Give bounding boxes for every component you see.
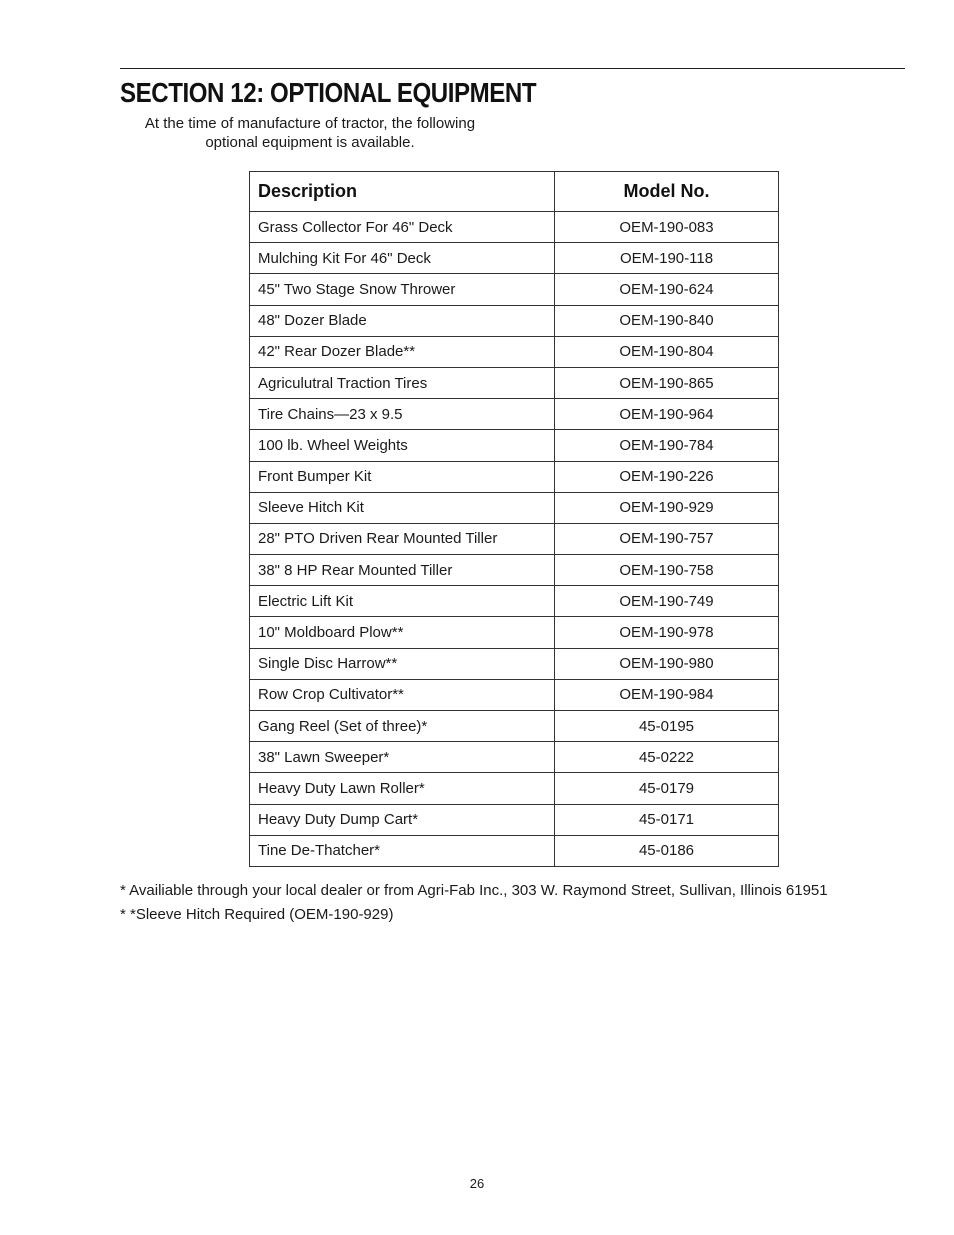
table-row <box>250 555 779 586</box>
cell-model-number: OEM-190-929 <box>555 492 779 523</box>
cell-description: 48" Dozer Blade <box>250 305 555 336</box>
cell-description: Agriculutral Traction Tires <box>250 367 555 398</box>
table-row <box>250 274 779 305</box>
table-row <box>250 586 779 617</box>
cell-description: Front Bumper Kit <box>250 461 555 492</box>
cell-model-number: OEM-190-840 <box>555 305 779 336</box>
cell-description: 10" Moldboard Plow** <box>250 617 555 648</box>
page-number: 26 <box>469 1176 485 1191</box>
cell-model-number: OEM-190-749 <box>555 586 779 617</box>
table-row <box>250 679 779 710</box>
intro-line-2: optional equipment is available. <box>205 134 415 151</box>
table-row <box>250 742 779 773</box>
cell-description: Gang Reel (Set of three)* <box>250 711 555 742</box>
table-row <box>250 492 779 523</box>
cell-description: Heavy Duty Dump Cart* <box>250 804 555 835</box>
table-row <box>250 243 779 274</box>
cell-description: Row Crop Cultivator** <box>250 679 555 710</box>
table-row <box>250 399 779 430</box>
table-row <box>250 523 779 554</box>
footnotes <box>120 879 828 926</box>
optional-equipment-table <box>249 171 779 867</box>
cell-model-number: OEM-190-804 <box>555 336 779 367</box>
cell-description: Mulching Kit For 46" Deck <box>250 243 555 274</box>
cell-model-number: OEM-190-865 <box>555 367 779 398</box>
cell-description: 38" 8 HP Rear Mounted Tiller <box>250 555 555 586</box>
footnote-sleeve-hitch: * *Sleeve Hitch Required (OEM-190-929) <box>120 905 394 923</box>
cell-description: Electric Lift Kit <box>250 586 555 617</box>
table-row <box>250 835 779 866</box>
table-row <box>250 461 779 492</box>
cell-description: Single Disc Harrow** <box>250 648 555 679</box>
table-row <box>250 336 779 367</box>
cell-description: Heavy Duty Lawn Roller* <box>250 773 555 804</box>
cell-model-number: OEM-190-758 <box>555 555 779 586</box>
cell-model-number: 45-0195 <box>555 711 779 742</box>
table-row <box>250 773 779 804</box>
table-row <box>250 367 779 398</box>
table-row <box>250 212 779 243</box>
cell-description: 42" Rear Dozer Blade** <box>250 336 555 367</box>
cell-model-number: OEM-190-624 <box>555 274 779 305</box>
footnote-dealer-availability: * Availiable through your local dealer or from Agri-Fab Inc., 303 W. Raymond Street, Sullivan, Illinois 61951 <box>120 882 828 899</box>
cell-description: 38" Lawn Sweeper* <box>250 742 555 773</box>
cell-description: 45" Two Stage Snow Thrower <box>250 274 555 305</box>
cell-description: Sleeve Hitch Kit <box>250 492 555 523</box>
cell-model-number: 45-0222 <box>555 742 779 773</box>
cell-description: 100 lb. Wheel Weights <box>250 430 555 461</box>
cell-model-number: OEM-190-784 <box>555 430 779 461</box>
cell-description: Tire Chains—23 x 9.5 <box>250 399 555 430</box>
cell-model-number: 45-0171 <box>555 804 779 835</box>
cell-model-number: OEM-190-226 <box>555 461 779 492</box>
cell-model-number: 45-0179 <box>555 773 779 804</box>
intro-text <box>120 114 500 152</box>
cell-model-number: OEM-190-964 <box>555 399 779 430</box>
cell-model-number: OEM-190-757 <box>555 523 779 554</box>
cell-description: Grass Collector For 46" Deck <box>250 212 555 243</box>
table-row <box>250 648 779 679</box>
header-model-number: Model No. <box>555 172 779 212</box>
cell-model-number: OEM-190-984 <box>555 679 779 710</box>
header-description: Description <box>250 172 555 212</box>
table-row <box>250 430 779 461</box>
table-body <box>250 212 779 867</box>
table-header-row <box>250 172 779 212</box>
cell-description: Tine De-Thatcher* <box>250 835 555 866</box>
cell-model-number: OEM-190-083 <box>555 212 779 243</box>
cell-description: 28" PTO Driven Rear Mounted Tiller <box>250 523 555 554</box>
table-row <box>250 617 779 648</box>
table-row <box>250 804 779 835</box>
cell-model-number: OEM-190-980 <box>555 648 779 679</box>
cell-model-number: OEM-190-978 <box>555 617 779 648</box>
cell-model-number: 45-0186 <box>555 835 779 866</box>
cell-model-number: OEM-190-118 <box>555 243 779 274</box>
top-divider <box>120 68 905 69</box>
table-row <box>250 711 779 742</box>
table-row <box>250 305 779 336</box>
intro-line-1: At the time of manufacture of tractor, the following <box>144 115 476 132</box>
section-title: SECTION 12: OPTIONAL EQUIPMENT <box>120 77 537 108</box>
